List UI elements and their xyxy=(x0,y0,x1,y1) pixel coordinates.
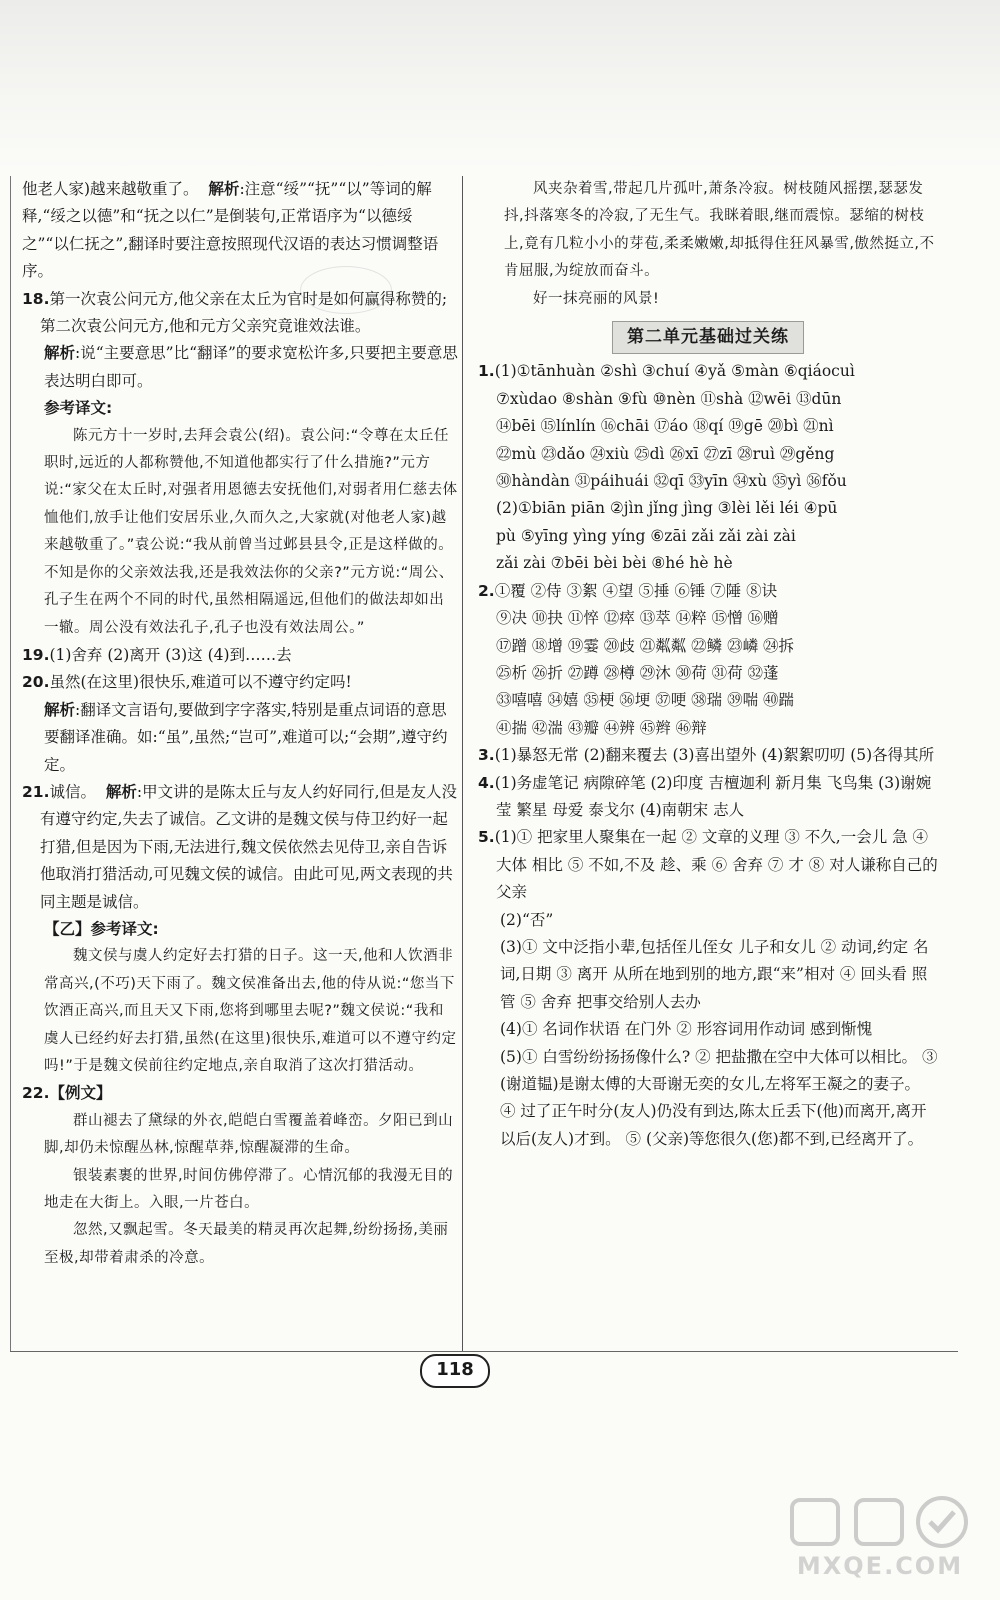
answer-3: 3.(1)暴怒无常 (2)翻来覆去 (3)喜出望外 (4)絮絮叨叨 (5)各得其所 xyxy=(478,746,935,765)
answer-18-translation: 陈元方十一岁时,去拜会袁公(绍)。袁公问:“令尊在太丘任职时,远近的人都称赞他,不知道他都实行了什么措施?”元方说:“家父在太丘时,对强者用恩德去安抚他们,对弱者用仁慈去体恤他们,放手让他们安居乐业,久而久之,大家就(对他老人家)越来越敬重了。”袁公说:“我从前曾当过邺县县令,正是这样做的。不知是你的父亲效法我,还是我效法你的父亲?”元方说:“周公、孔子生在两个不同的时代,虽然相隔遥远,但他们的做法却如出一辙。周公没有效法孔子,孔子也没有效法周公。” xyxy=(44,427,458,636)
unit-title: 第二单元基础过关练 xyxy=(612,321,804,354)
right-column xyxy=(478,176,938,1153)
answer-20-analysis: 解析:翻译文言语句,要做到字字落实,特别是重点词语的意思要翻译准确。如:“虽”,虽然;“岂可”,难道可以;“会期”,遵守约定。 xyxy=(44,700,448,774)
answer-21-translation: 魏文侯与虞人约定好去打猎的日子。这一天,他和人饮酒非常高兴,(不巧)天下雨了。魏文侯准备出去,他的侍从说:“您当下饮酒正高兴,而且天又下雨,您将到哪里去呢?”魏文侯说:“我和虞人已经约好去打猎,虽然(在这里)很快乐,难道可以不遵守约定吗!”于是魏文侯前往约定地点,亲自取消了这次打猎活动。 xyxy=(44,948,457,1074)
essay-continuation: 风夹杂着雪,带起几片孤叶,萧条冷寂。树枝随风摇摆,瑟瑟发抖,抖落寒冬的冷寂,了无生气。我眯着眼,继而震惊。瑟缩的树枝上,竟有几粒小小的芽苞,柔柔嫩嫩,却抵得住狂风暴雪,傲然挺立,不肯屈服,为绽放而奋斗。 好一抹亮丽的风景! xyxy=(504,181,935,307)
unit-title-wrap xyxy=(478,321,938,354)
page-number: 118 xyxy=(420,1354,490,1388)
answer-20: 20.虽然(在这里)很快乐,难道可以不遵守约定吗! xyxy=(22,673,352,692)
answer-4: 4.(1)务虚笔记 病隙碎笔 (2)印度 吉檀迦利 新月集 飞鸟集 (3)谢婉莹 繁星 母爱 泰戈尔 (4)南朝宋 志人 xyxy=(478,773,932,819)
watermark xyxy=(780,1488,980,1596)
answer-1: 1.(1)①tānhuàn ②shì ③chuí ④yǎ ⑤màn ⑥qiáocuì ⑦xùdao ⑧shàn ⑨fù ⑩nèn ⑪shà ⑫wēi ⑬dūn ⑭bēi ⑮línlín ⑯chāi ⑰áo ⑱qí ⑲gē ⑳bì ㉑nì ㉒mù ㉓dǎo ㉔xiù ㉕dì ㉖xī ㉗zī ㉘ruì ㉙gěng ㉚hàndàn ㉛páihuái ㉜qī ㉝yīn ㉞xù ㉟yì ㊱fǒu (2)①biān piān ②jìn jǐng jìng ③lèi lěi léi ④pū pù ⑤yīng yìng yíng ⑥zāi zǎi zǎi zài zài zǎi zài ⑦bēi bèi bèi ⑧hé hè hè xyxy=(478,362,855,573)
answer-22: 22.【例文】 xyxy=(22,1084,112,1103)
answer-5-part5: (5)① 白雪纷纷扬扬像什么? ② 把盐撒在空中大体可以相比。 ③ (谢道韫)是谢太傅的大哥谢无奕的女儿,左将军王凝之的妻子。 ④ 过了正午时分(友人)仍没有到达,陈太丘丢下(他)而离开,离开以后(友人)才到。 ⑤ (父亲)等您很久(您)都不到,已经离开了。 xyxy=(500,1047,938,1148)
answer-2: 2.①覆 ②侍 ③絮 ④望 ⑤捶 ⑥锤 ⑦陲 ⑧诀 ⑨决 ⑩抉 ⑪悴 ⑫瘁 ⑬萃 ⑭粹 ⑮憎 ⑯赠 ⑰蹭 ⑱增 ⑲霎 ⑳歧 ㉑粼粼 ㉒鳞 ㉓嶙 ㉔拆 ㉕析 ㉖折 ㉗蹲 ㉘樽 ㉙沐 ㉚荷 ㉛荷 ㉜蓬 ㉝嘻嘻 ㉞嬉 ㉟梗 ㊱埂 ㊲哽 ㊳瑞 ㊴喘 ㊵踹 ㊶揣 ㊷湍 ㊸瓣 ㊹辨 ㊺辫 ㊻辩 xyxy=(478,581,794,737)
watermark-text: MXQE.COM xyxy=(796,1552,964,1580)
answer-18: 18.第一次袁公问元方,他父亲在太丘为官时是如何赢得称赞的;第二次袁公问元方,他和元方父亲究竟谁效法谁。 xyxy=(22,289,448,336)
watermark-logo-icon xyxy=(790,1494,970,1550)
column-divider xyxy=(462,176,463,1351)
answer-18-analysis: 解析:说“主要意思”比“翻译”的要求宽松许多,只要把主要意思表达明白即可。 xyxy=(44,344,458,390)
left-column xyxy=(22,176,458,1272)
answer-5-part2: (2)“否” xyxy=(500,910,554,929)
answer-17-tail: 他老人家)越来越敬重了。 解析:注意“绥”“抚”“以”等词的解释,“绥之以德”和“抚之以仁”是倒装句,正常语序为“以德绥之”“以仁抚之”,翻译时要注意按照现代汉语的表达习惯调整语序。 xyxy=(22,180,439,281)
answer-19: 19.(1)舍弃 (2)离开 (3)这 (4)到……去 xyxy=(22,645,292,664)
answer-5: 5.(1)① 把家里人聚集在一起 ② 文章的义理 ③ 不久,一会儿 急 ④ 大体 相比 ⑤ 不如,不及 趁、乘 ⑥ 舍弃 ⑦ 才 ⑧ 对人谦称自己的父亲 xyxy=(478,828,938,902)
bottom-rule xyxy=(10,1351,958,1352)
answer-21: 21.诚信。 解析:甲文讲的是陈太丘与友人约好同行,但是友人没有遵守约定,失去了诚信。乙文讲的是魏文侯与侍卫约好一起打猎,但是因为下雨,无法进行,魏文侯依然去见侍卫,亲自告诉他取消打猎活动,可见魏文侯的诚信。由此可见,两文表现的共同主题是诚信。 xyxy=(22,782,458,911)
scan-top-band xyxy=(0,0,1000,170)
answer-21-ref-label: 【乙】参考译文: xyxy=(44,919,159,938)
left-margin-rule xyxy=(10,176,11,1351)
answer-18-ref-label: 参考译文: xyxy=(44,399,113,418)
answer-5-part3: (3)① 文中泛指小辈,包括侄儿侄女 儿子和女儿 ② 动词,约定 名词,日期 ③ 离开 从所在地到别的地方,跟“来”相对 ④ 回头看 照管 ⑤ 舍弃 把事交给别人去办 xyxy=(500,937,929,1011)
analysis-label: 解析 xyxy=(208,180,240,198)
answer-22-essay: 群山褪去了黛绿的外衣,皑皑白雪覆盖着峰峦。夕阳已到山脚,却仍未惊醒丛林,惊醒草莽,惊醒凝滞的生命。 银装素裹的世界,时间仿佛停滞了。心情沉郁的我漫无目的地走在大街上。入眼,一片苍白。 忽然,又飘起雪。冬天最美的精灵再次起舞,纷纷扬扬,美丽至极,却带着肃杀的冷意。 xyxy=(44,1112,454,1266)
answer-5-part4: (4)① 名词作状语 在门外 ② 形容词用作动词 感到惭愧 xyxy=(500,1020,873,1039)
